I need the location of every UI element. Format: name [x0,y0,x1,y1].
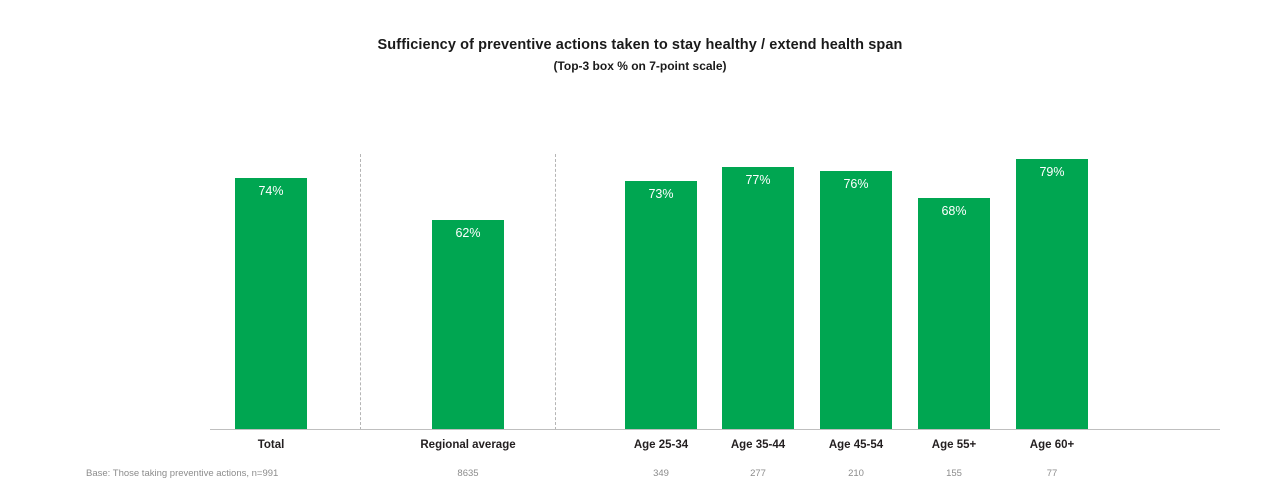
bar-age-45-54[interactable] [820,171,892,430]
x-tick-regional-average: Regional average [420,439,516,451]
base-size-row [0,468,1280,482]
x-tick-age-55-plus: Age 55+ [931,439,977,451]
bar-value-age-25-34: 73% [648,187,674,201]
x-tick-age-25-34: Age 25-34 [633,439,689,451]
bar-value-age-55-plus: 68% [941,204,967,218]
bar-slot-age-25-34 [625,120,697,430]
bar-slot-regional-average [432,120,504,430]
bar-age-55-plus[interactable] [918,198,990,430]
base-n-age-55-plus: 155 [946,468,962,479]
bar-age-25-34[interactable] [625,181,697,430]
bar-value-age-60-plus: 79% [1039,165,1065,179]
base-n-age-35-44: 277 [750,468,766,479]
x-tick-age-60-plus: Age 60+ [1029,439,1075,451]
bar-series [210,120,1220,430]
bar-slot-age-35-44 [722,120,794,430]
bar-age-35-44[interactable] [722,167,794,430]
base-n-regional-average: 8635 [457,468,479,479]
chart-subtitle: (Top-3 box % on 7-point scale) [553,59,727,73]
bar-age-60-plus[interactable] [1016,159,1088,430]
base-note: Base: Those taking preventive actions, n=991 [86,468,279,479]
base-n-age-25-34: 349 [653,468,669,479]
page-title: Sufficiency of preventive actions taken to stay healthy / extend health span [377,37,903,53]
x-axis-line [210,429,1220,430]
bar-slot-age-55-plus [918,120,990,430]
bar-value-total: 74% [258,184,284,198]
bar-value-age-45-54: 76% [843,177,869,191]
x-tick-total: Total [257,439,285,451]
bar-slot-age-60-plus [1016,120,1088,430]
base-n-age-60-plus: 77 [1046,468,1058,479]
base-n-age-45-54: 210 [848,468,864,479]
plot-area [210,120,1220,430]
bar-value-age-35-44: 77% [745,173,771,187]
x-tick-age-45-54: Age 45-54 [828,439,884,451]
title-block [0,36,1280,74]
x-axis-tick-labels [210,438,1220,454]
bar-slot-total [235,120,307,430]
bar-value-regional-average: 62% [455,226,481,240]
bar-total[interactable] [235,178,307,430]
x-tick-age-35-44: Age 35-44 [730,439,786,451]
bar-slot-age-45-54 [820,120,892,430]
bar-regional-average[interactable] [432,220,504,430]
